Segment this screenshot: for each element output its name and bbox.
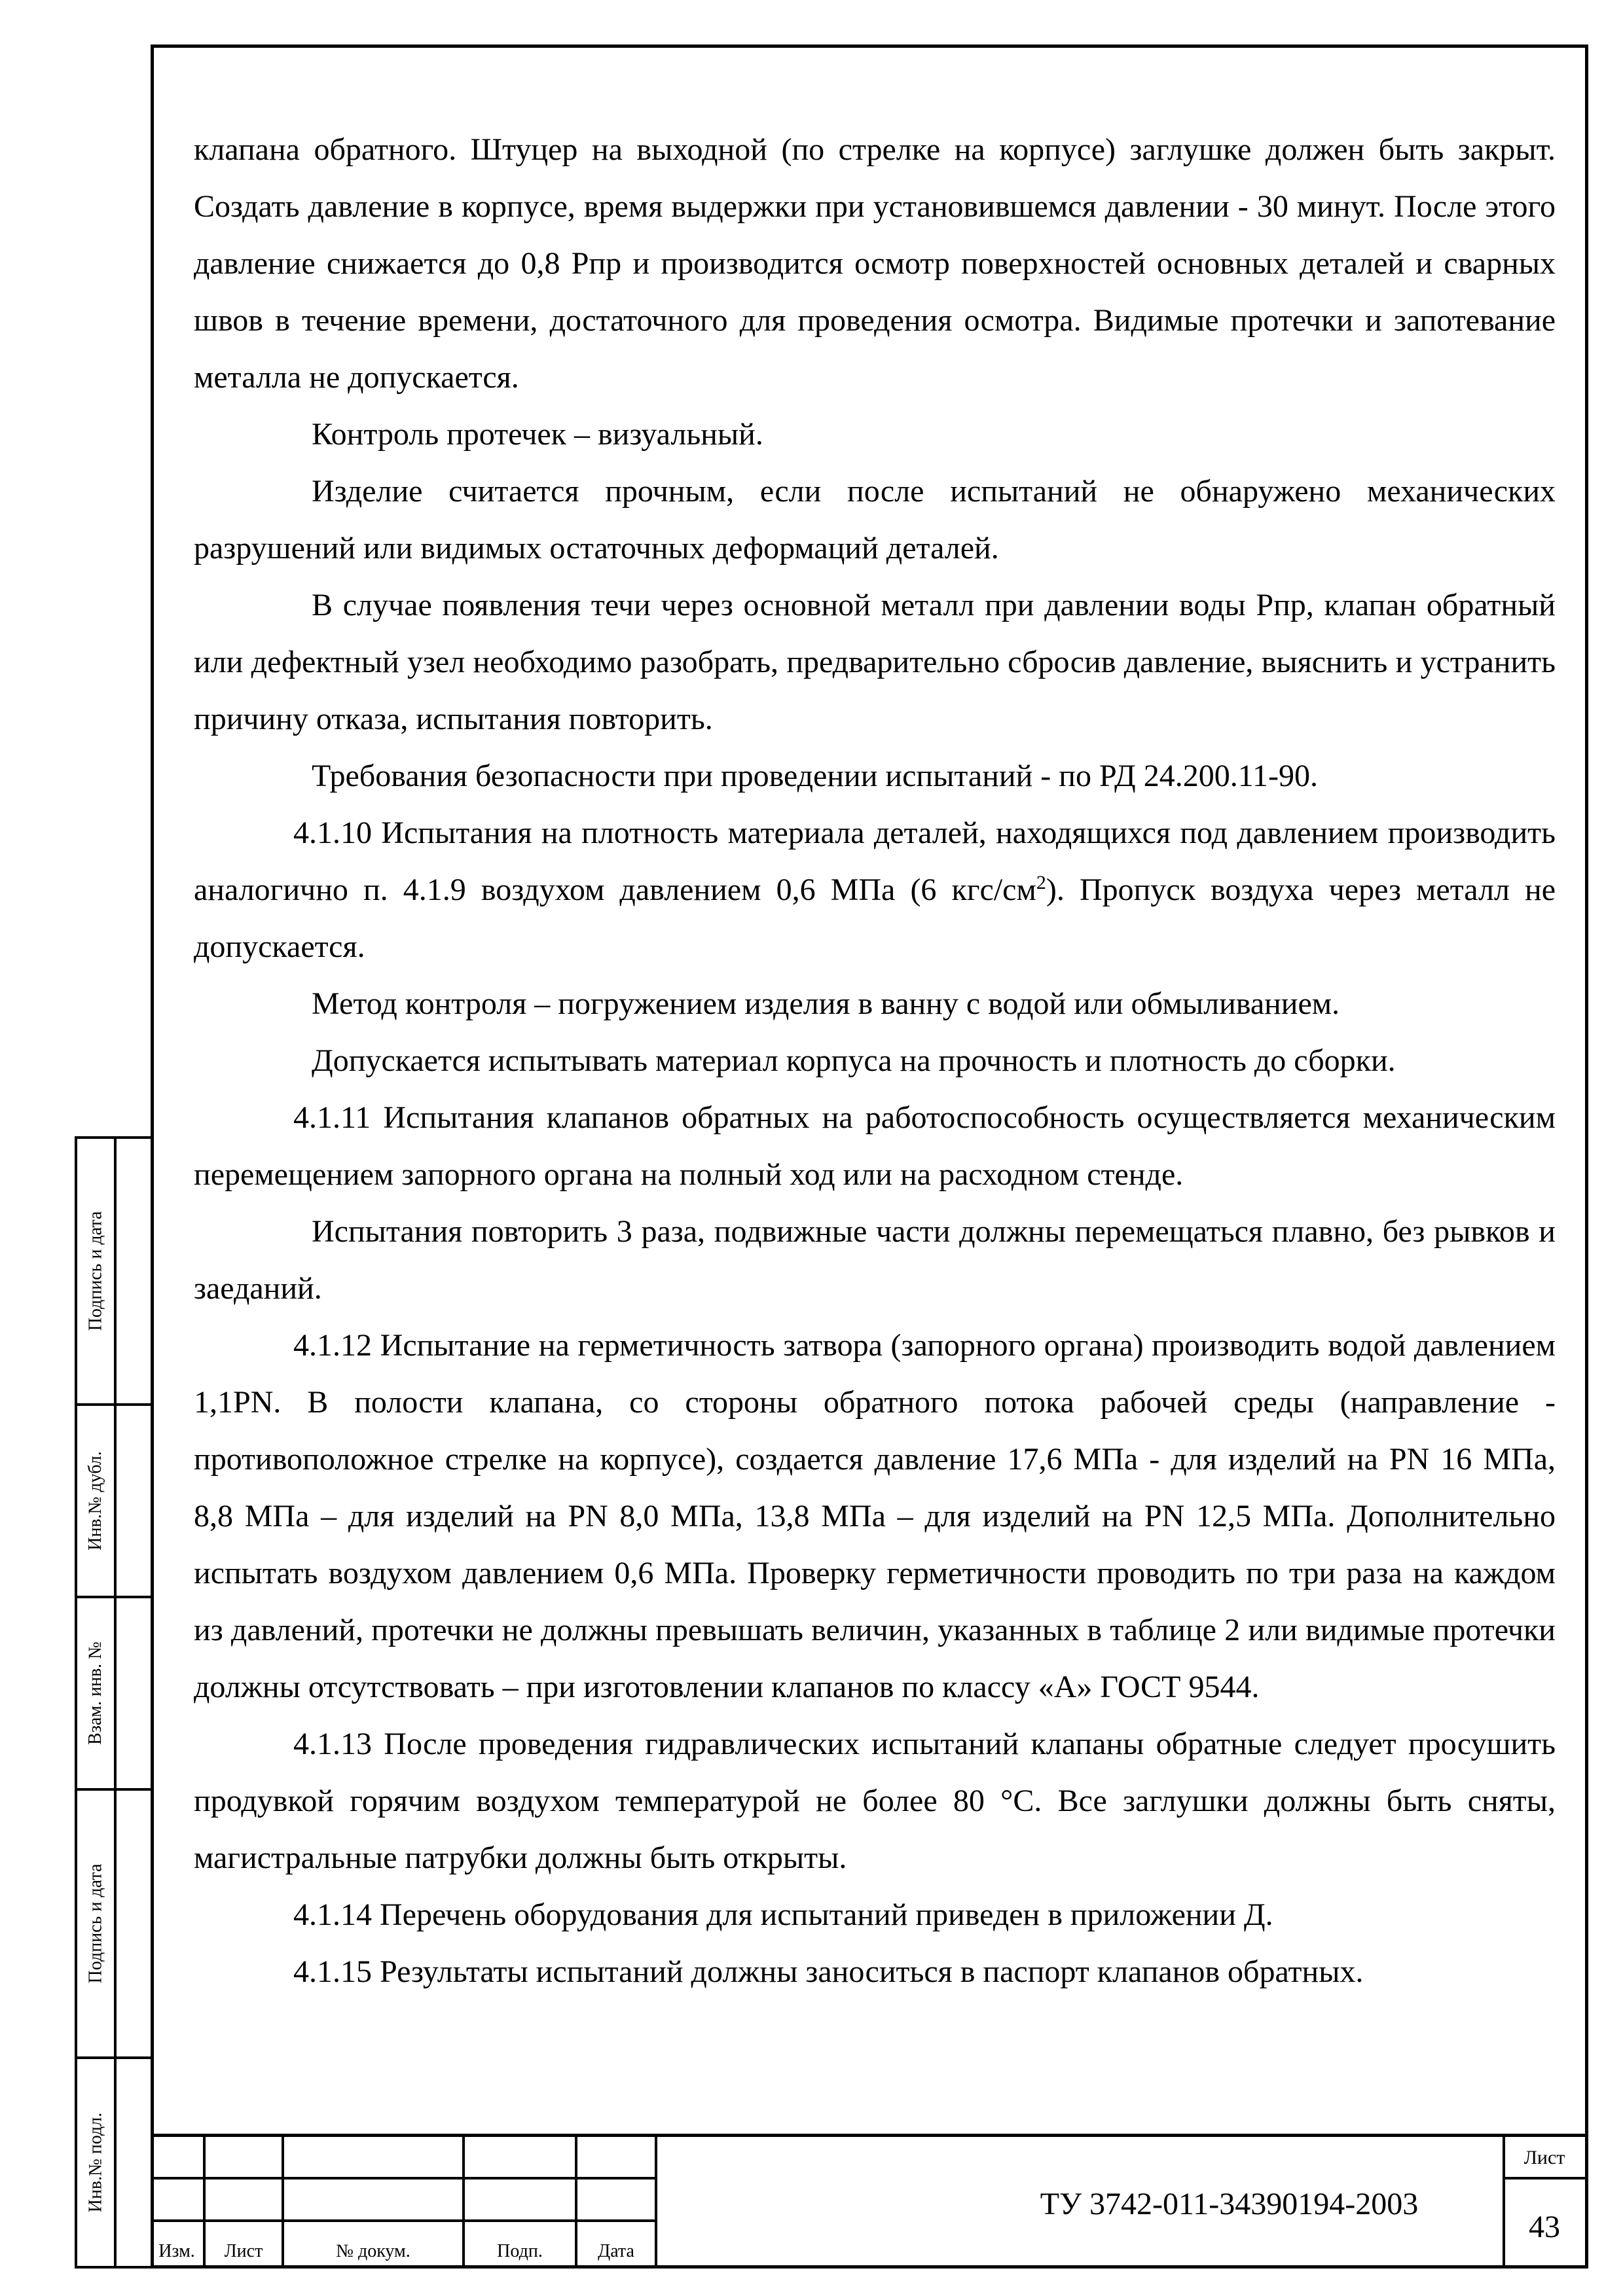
margin-cell-vzam-inv <box>75 1596 154 1791</box>
paragraph: Испытания повторить 3 раза, подвижные части должны перемещаться плавно, без рывков и заеданий. <box>194 1214 1556 1306</box>
sheet-box <box>1505 2134 1588 2269</box>
paragraph-text: 4.1.10 Испытания на плотность материала деталей, находящихся под давлением производить аналогично п. 4.1.9 воздухом давлением 0,6 МПа (6 кгс/см <box>194 816 1556 907</box>
superscript: 2 <box>1036 872 1046 893</box>
paragraph-4-1-10 <box>194 804 1556 975</box>
margin-cell-inv-orig <box>75 2056 154 2269</box>
document-body <box>194 121 1556 2000</box>
paragraph-text: ). Пропуск воздуха через металл не допускается. <box>194 872 1556 964</box>
stamp-doc-no: № докум. <box>336 2241 410 2261</box>
stamp-list: Лист <box>224 2241 263 2261</box>
paragraph: Требования безопасности при проведении испытаний - по РД 24.200.11-90. <box>312 759 1318 793</box>
margin-label: Подпись и дата <box>85 1863 106 1984</box>
paragraph: Контроль протечек – визуальный. <box>312 417 763 452</box>
margin-cell-inv-dup <box>75 1403 154 1598</box>
document-code: ТУ 3742-011-34390194-2003 <box>1040 2187 1419 2221</box>
paragraph: Метод контроля – погружением изделия в ванну с водой или обмыливанием. <box>312 986 1340 1021</box>
paragraph: Допускается испытывать материал корпуса на прочность и плотность до сборки. <box>312 1043 1396 1078</box>
stamp-izm: Изм. <box>158 2241 195 2261</box>
margin-cell-sign-date-2 <box>75 1788 154 2059</box>
margin-label: Подпись и дата <box>85 1211 106 1331</box>
binding-margin <box>75 1136 154 2269</box>
paragraph: клапана обратного. Штуцер на выходной (по стрелке на корпусе) заглушке должен быть закрыт. Создать давление в корпусе, время выдержки при установившемся давлении - 30 минут. После этого давление снижается до 0,8 Рпр и производится осмотр поверхностей основных деталей и сварных швов в течение времени, достаточного для проведения осмотра. Видимые протечки и запотевание металла не допускается. <box>194 132 1556 395</box>
sheet-number: 43 <box>1529 2210 1560 2244</box>
margin-label: Инв.№ дубл. <box>85 1451 106 1551</box>
paragraph-4-1-13: 4.1.13 После проведения гидравлических испытаний клапаны обратные следует просушить продувкой горячим воздухом температурой не более 80 °С. Все заглушки должны быть сняты, магистральные патрубки должны быть открыты. <box>194 1727 1556 1875</box>
paragraph-4-1-14: 4.1.14 Перечень оборудования для испытаний приведен в приложении Д. <box>293 1897 1273 1932</box>
paragraph: Изделие считается прочным, если после испытаний не обнаружено механических разрушений или видимых остаточных деформаций деталей. <box>194 474 1556 565</box>
margin-cell-sign-date-1 <box>75 1136 154 1406</box>
paragraph-4-1-11: 4.1.11 Испытания клапанов обратных на работоспособность осуществляется механическим перемещением запорного органа на полный ход или на расходном стенде. <box>194 1100 1556 1192</box>
paragraph-4-1-15: 4.1.15 Результаты испытаний должны заноситься в паспорт клапанов обратных. <box>293 1954 1364 1989</box>
margin-label: Взам. инв. № <box>85 1641 106 1745</box>
margin-label: Инв.№ подл. <box>85 2112 106 2213</box>
sheet-label: Лист <box>1523 2147 1565 2168</box>
stamp-data: Дата <box>598 2241 634 2261</box>
paragraph: В случае появления течи через основной металл при давлении воды Рпр, клапан обратный или дефектный узел необходимо разобрать, предварительно сбросив давление, выяснить и устранить причину отказа, испытания повторить. <box>194 588 1556 736</box>
title-block <box>151 2134 1588 2269</box>
paragraph-4-1-12: 4.1.12 Испытание на герметичность затвора (запорного органа) производить водой давлением 1,1PN. В полости клапана, со стороны обратного потока рабочей среды (направление - противоположное стрелке на корпусе), создается давление 17,6 МПа - для изделий на PN 16 МПа, 8,8 МПа – для изделий на PN 8,0 МПа, 13,8 МПа – для изделий на PN 12,5 МПа. Дополнительно испытать воздухом давлением 0,6 МПа. Проверку герметичности проводить по три раза на каждом из давлений, протечки не должны превышать величин, указанных в таблице 2 или видимые протечки должны отсутствовать – при изготовлении клапанов по классу «А» ГОСТ 9544. <box>194 1328 1556 1704</box>
stamp-podp: Подп. <box>497 2241 543 2261</box>
